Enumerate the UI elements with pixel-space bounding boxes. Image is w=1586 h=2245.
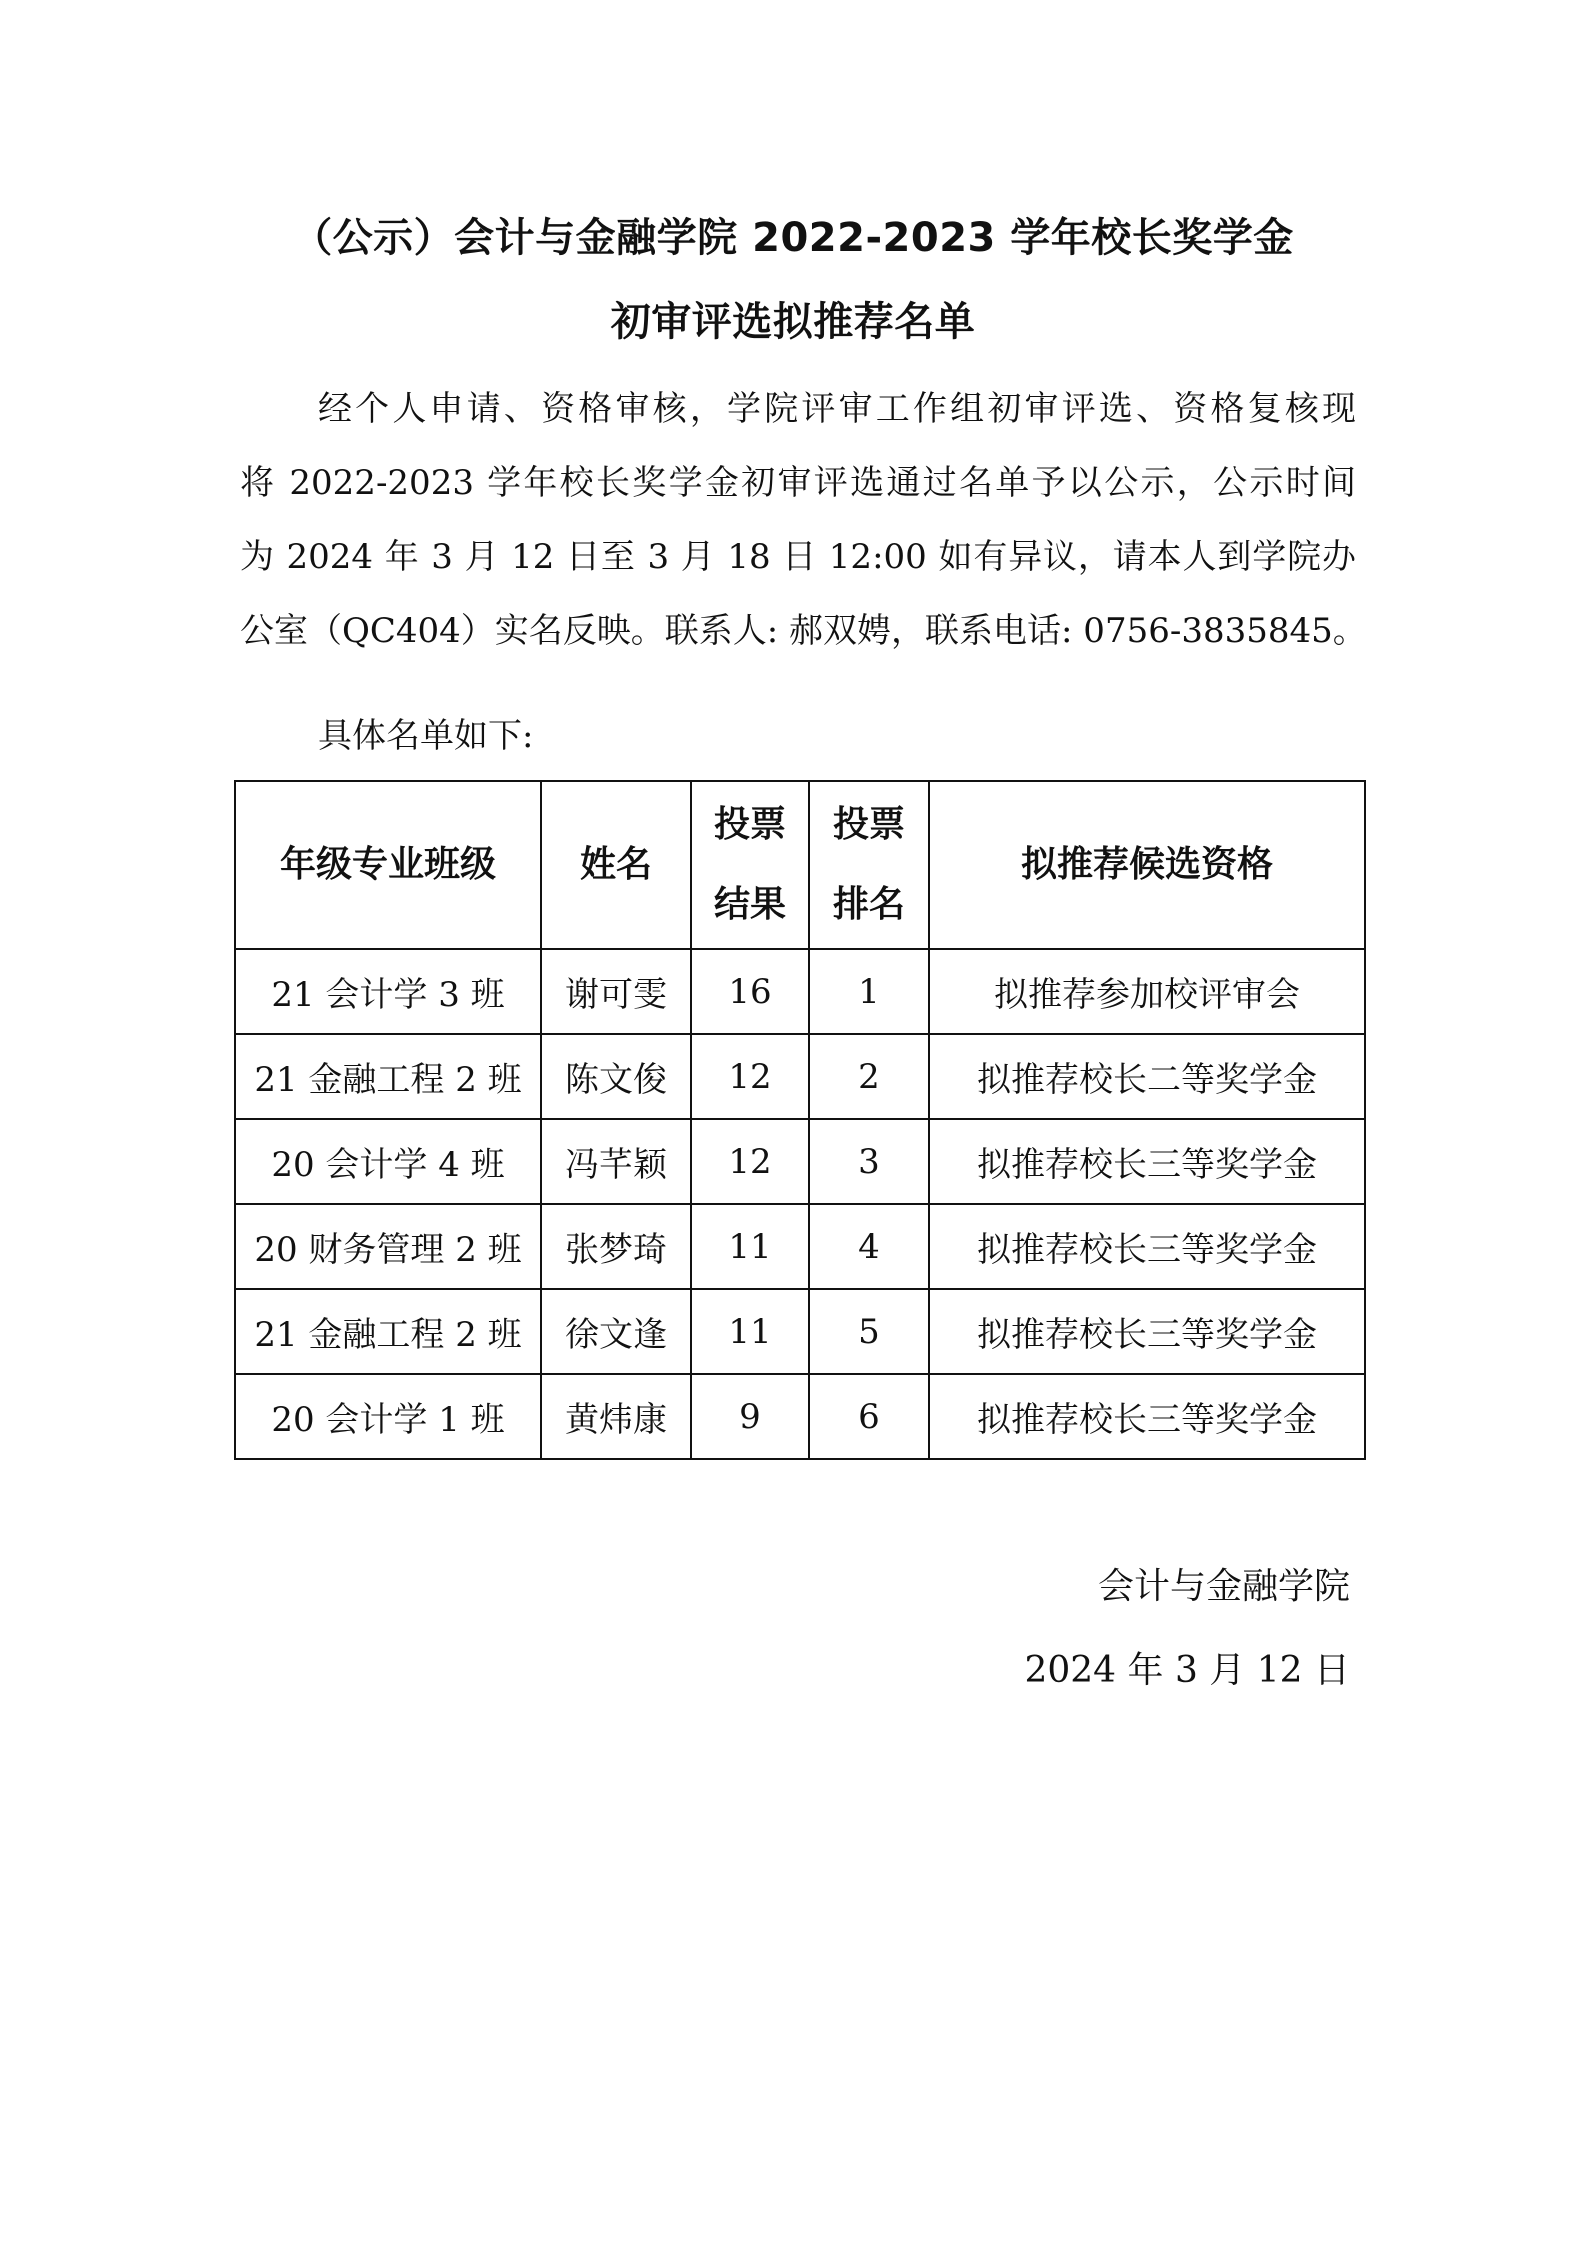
cell-name: 黄炜康 <box>541 1374 691 1459</box>
cell-rank: 5 <box>809 1289 929 1374</box>
cell-class: 21 会计学 3 班 <box>235 949 541 1034</box>
cell-votes: 12 <box>691 1034 809 1119</box>
signature-date: 2024 年 3 月 12 日 <box>1024 1650 1350 1691</box>
cell-qualification: 拟推荐校长二等奖学金 <box>929 1034 1365 1119</box>
paragraph-line: 经个人申请、资格审核，学院评审工作组初审评选、资格复核现 <box>318 389 1356 429</box>
cell-name: 冯芊颖 <box>541 1119 691 1204</box>
header-class: 年级专业班级 <box>235 781 541 949</box>
cell-name: 张梦琦 <box>541 1204 691 1289</box>
header-rank-line2: 排名 <box>832 884 905 925</box>
paragraph-line: 公室（QC404）实名反映。联系人: 郝双娉，联系电话: 0756-3835845。 <box>240 611 1367 651</box>
cell-votes: 11 <box>691 1204 809 1289</box>
signature-org: 会计与金融学院 <box>1097 1566 1350 1607</box>
cell-rank: 6 <box>809 1374 929 1459</box>
cell-class: 21 金融工程 2 班 <box>235 1034 541 1119</box>
table-header-row <box>235 781 1365 949</box>
paragraph-line: 将 2022-2023 学年校长奖学金初审评选通过名单予以公示，公示时间 <box>240 463 1356 503</box>
table-row <box>235 1204 1365 1289</box>
cell-rank: 3 <box>809 1119 929 1204</box>
header-votes-line2: 结果 <box>713 884 786 925</box>
cell-name: 谢可雯 <box>541 949 691 1034</box>
cell-votes: 11 <box>691 1289 809 1374</box>
notice-paragraph <box>240 372 1367 668</box>
list-intro: 具体名单如下: <box>318 716 534 756</box>
cell-votes: 9 <box>691 1374 809 1459</box>
cell-qualification: 拟推荐校长三等奖学金 <box>929 1119 1365 1204</box>
table-row <box>235 949 1365 1034</box>
table-row <box>235 1289 1365 1374</box>
table-row <box>235 1034 1365 1119</box>
nominee-table <box>234 780 1366 1460</box>
header-votes-line1: 投票 <box>713 804 786 845</box>
cell-qualification: 拟推荐校长三等奖学金 <box>929 1374 1365 1459</box>
table-row <box>235 1119 1365 1204</box>
table-row <box>235 1374 1365 1459</box>
document-title: （公示）会计与金融学院 2022-2023 学年校长奖学金 <box>292 215 1294 261</box>
cell-qualification: 拟推荐参加校评审会 <box>929 949 1365 1034</box>
header-name: 姓名 <box>541 781 691 949</box>
cell-votes: 12 <box>691 1119 809 1204</box>
header-rank <box>809 781 929 949</box>
header-qualification: 拟推荐候选资格 <box>929 781 1365 949</box>
paragraph-line: 为 2024 年 3 月 12 日至 3 月 18 日 12:00 如有异议，请本人到学院办 <box>240 537 1356 577</box>
cell-qualification: 拟推荐校长三等奖学金 <box>929 1289 1365 1374</box>
cell-name: 陈文俊 <box>541 1034 691 1119</box>
cell-rank: 4 <box>809 1204 929 1289</box>
cell-class: 20 会计学 1 班 <box>235 1374 541 1459</box>
cell-rank: 2 <box>809 1034 929 1119</box>
cell-class: 20 财务管理 2 班 <box>235 1204 541 1289</box>
cell-qualification: 拟推荐校长三等奖学金 <box>929 1204 1365 1289</box>
header-rank-line1: 投票 <box>832 804 905 845</box>
cell-name: 徐文逢 <box>541 1289 691 1374</box>
cell-class: 20 会计学 4 班 <box>235 1119 541 1204</box>
cell-votes: 16 <box>691 949 809 1034</box>
header-votes <box>691 781 809 949</box>
cell-class: 21 金融工程 2 班 <box>235 1289 541 1374</box>
document-subtitle: 初审评选拟推荐名单 <box>610 299 976 345</box>
cell-rank: 1 <box>809 949 929 1034</box>
